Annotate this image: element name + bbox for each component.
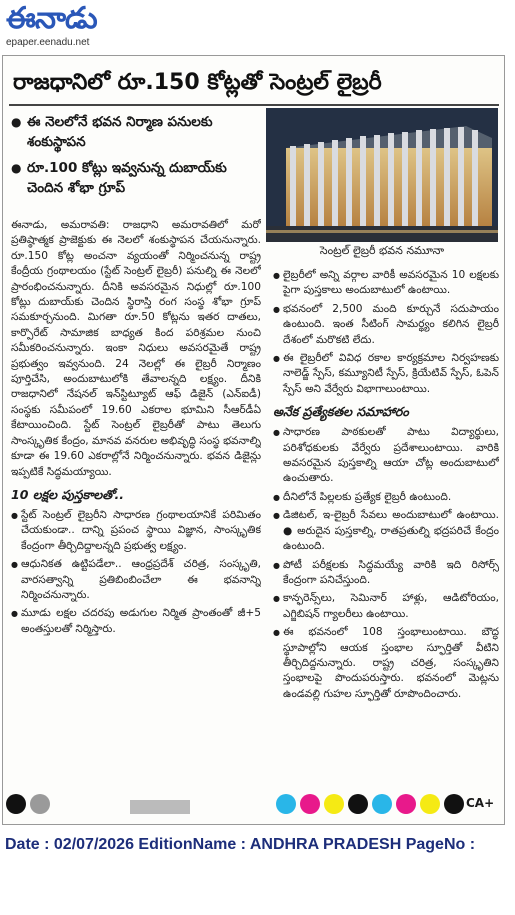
gray-bar [130,800,190,814]
color-dot [396,794,416,814]
epaper-url[interactable]: epaper.eenadu.net [6,37,90,48]
library-building-photo [266,108,498,242]
list-item: ● పోటీ పరీక్షలకు సిద్ధమయ్యే వారికి ఇది రిసోర్స్ కేంద్రంగా పనిచేస్తుంది. [273,558,499,589]
list-item: ● డిజిటల్, ఇ-లైబ్రరీ సేవలు అందుబాటులో ఉంటాయి. ● అరుదైన పుస్తకాల్ని, రాతప్రతుల్ని భద్రపరిచే కేంద్రం ఉంటుంది. [273,508,499,554]
ca-plus-mark: CA+ [466,796,495,810]
building-illustration [266,108,498,242]
color-dot [276,794,296,814]
highlight-2: ● రూ.100 కోట్లు ఇవ్వనున్న దుబాయ్‌కు చెందిన శోభా గ్రూప్ [11,158,263,198]
edition-footer: Date : 02/07/2026 EditionName : ANDHRA PRADESH PageNo : [5,836,476,853]
list-item: ● ఈ భవనంలో 108 స్తంభాలుంటాయి. బౌద్ధ స్థూపాల్లోని ఆయక స్తంభాల స్ఫూర్తితో వీటిని తీర్చిదిద్దనున్నారు. రాష్ట్ర చరిత్ర, సంస్కృతిని స్తంభాలపై పొందుపరుస్తారు. భవనంలో మెట్లను ఉండవల్లి గుహల స్ఫూర్తితో రూపొందించారు. [273,625,499,702]
color-dot [348,794,368,814]
article-body-paragraph: ఈనాడు, అమరావతి: రాజధాని అమరావతిలో మరో ప్రతిష్ఠాత్మక ప్రాజెక్టుకు ఈ నెలలో శంకుస్థాపన చేయనున్నారు. రూ.150 కోట్ల అంచనా వ్యయంతో నిర్మించనున్న రాష్ట్ర కేంద్రీయ గ్రంథాలయం (స్టేట్ సెంట్రల్ లైబ్రరీ) పనుల్ని ఈ నెలలో ప్రారంభించనున్నారు. దీనికి అవసరమైన నిధుల్లో రూ.100 కోట్లు దుబాయ్‌కు చెందిన స్థిరాస్తి రంగ సంస్థ శోభా గ్రూప్ సమకూర్చనుంది. మిగతా రూ.50 కోట్లను ఇతర దాతలు, కార్పొరేట్ సామాజిక బాధ్యత కింద పరిశ్రమల నుంచి సమీకరించనున్నారు. ఇంకా నిధులు అవసరమైతే రాష్ట్ర ప్రభుత్వం ఇవ్వనుంది. 24 నెలల్లో ఈ లైబ్రరీ నిర్మాణం పూర్తిచేసి, అందుబాటులోకి తేవాలన్నది లక్ష్యం. దీనికి రాజధానిలో నేషనల్ ఇన్‌స్టిట్యూట్ ఆఫ్ డిజైన్ (ఎన్ఐడీ) సంస్థకు సమీపంలో 19.60 ఎకరాల భూమిని సీఆర్‌డీఏ కేటాయించింది. స్టేట్ సెంట్రల్ లైబ్రరీతో పాటు తెలుగు సాంస్కృతిక కేంద్రం, మానవ వనరుల అభివృద్ధి సంస్థ భవనాల్ని కూడా ఈ 19.60 ఎకరాల్లోనే నిర్మించనున్నారు. భవన డిజైన్లు ఇప్పటికే సిద్ధమయ్యాయి. [11,219,261,478]
list-item: ● కాన్ఫరెన్స్‌లు, సెమినార్ హాళ్లు, ఆడిటోరియం, ఎగ్జిబిషన్ గ్యాలరీలు ఉంటాయి. [273,591,499,622]
article-headline: రాజధానిలో రూ.150 కోట్లతో సెంట్రల్ లైబ్రరీ [13,70,382,95]
registration-marks [0,792,503,816]
color-dot [6,794,26,814]
list-item: ● భవనంలో 2,500 మంది కూర్చునే సదుపాయం ఉంటుంది. ఇంత సీటింగ్ సామర్థ్యం కలిగిన లైబ్రరీ దేశంలో మరొకటి లేదు. [273,302,499,348]
color-dot [444,794,464,814]
list-item: ● సాధారణ పాఠకులతో పాటు విద్యార్థులు, పరిశోధకులకు వేర్వేరు ప్రదేశాలుంటాయి. వారికి అవసరమైన పుస్తకాల్ని ఆయా చోట్ల అందుబాటులో ఉంచుతారు. [273,425,499,487]
color-dot [372,794,392,814]
list-item: ● దీనిలోనే పిల్లలకు ప్రత్యేక లైబ్రరీ ఉంటుంది. [273,490,499,505]
color-dot [324,794,344,814]
color-dot [30,794,50,814]
column-subheading: 10 లక్షల పుస్తకాలతో.. [11,486,124,502]
list-item: ● స్టేట్ సెంట్రల్ లైబ్రరీని సాధారణ గ్రంథాలయానికే పరిమితం చేయకుండా.. దాన్ని ప్రపంచ స్థాయి విజ్ఞాన, సాంస్కృతిక కేంద్రంగా తీర్చిదిద్దాలన్నది ప్రభుత్వ లక్ష్యం. [11,508,261,554]
headline-rule [9,104,499,106]
list-item: ● మూడు లక్షల చదరపు అడుగుల నిర్మిత ప్రాంతంతో జీ+5 అంతస్తులతో నిర్మిస్తారు. [11,606,261,637]
column-subheading: అనేక ప్రత్యేకతల సమాహారం [273,404,409,420]
article-column-2 [273,268,499,808]
list-item: ● ఆధునికత ఉట్టిపడేలా.. ఆంధ్రప్రదేశ్ చరిత్ర, సంస్కృతి, వారసత్వాన్ని ప్రతిబింబించేలా ఈ భవనాన్ని నిర్మించనున్నారు. [11,557,261,603]
highlight-1: ● ఈ నెలలోనే భవన నిర్మాణ పనులకు శంకుస్థాపన [11,112,263,152]
color-dot [300,794,320,814]
list-item: ● లైబ్రరీలో అన్ని వర్గాల వారికీ అవసరమైన 10 లక్షలకు పైగా పుస్తకాలు అందుబాటులో ఉంటాయి. [273,268,499,299]
eenadu-logo: ఈనాడు [6,1,97,36]
list-item: ● ఈ లైబ్రరీలో వివిధ రకాల కార్యక్రమాల నిర్వహణకు నాలెడ్జ్ స్పేస్, కమ్యూనిటీ స్పేస్, క్రియేటివ్ స్పేస్, ఓపెన్ స్పేస్ అని వేర్వేరు విభాగాలుంటాయి. [273,351,499,397]
photo-caption: సెంట్రల్ లైబ్రరీ భవన నమూనా [319,244,445,257]
news-clipping [2,55,505,825]
article-column-1 [11,218,261,798]
color-dot [420,794,440,814]
highlight-bullets [11,112,263,204]
